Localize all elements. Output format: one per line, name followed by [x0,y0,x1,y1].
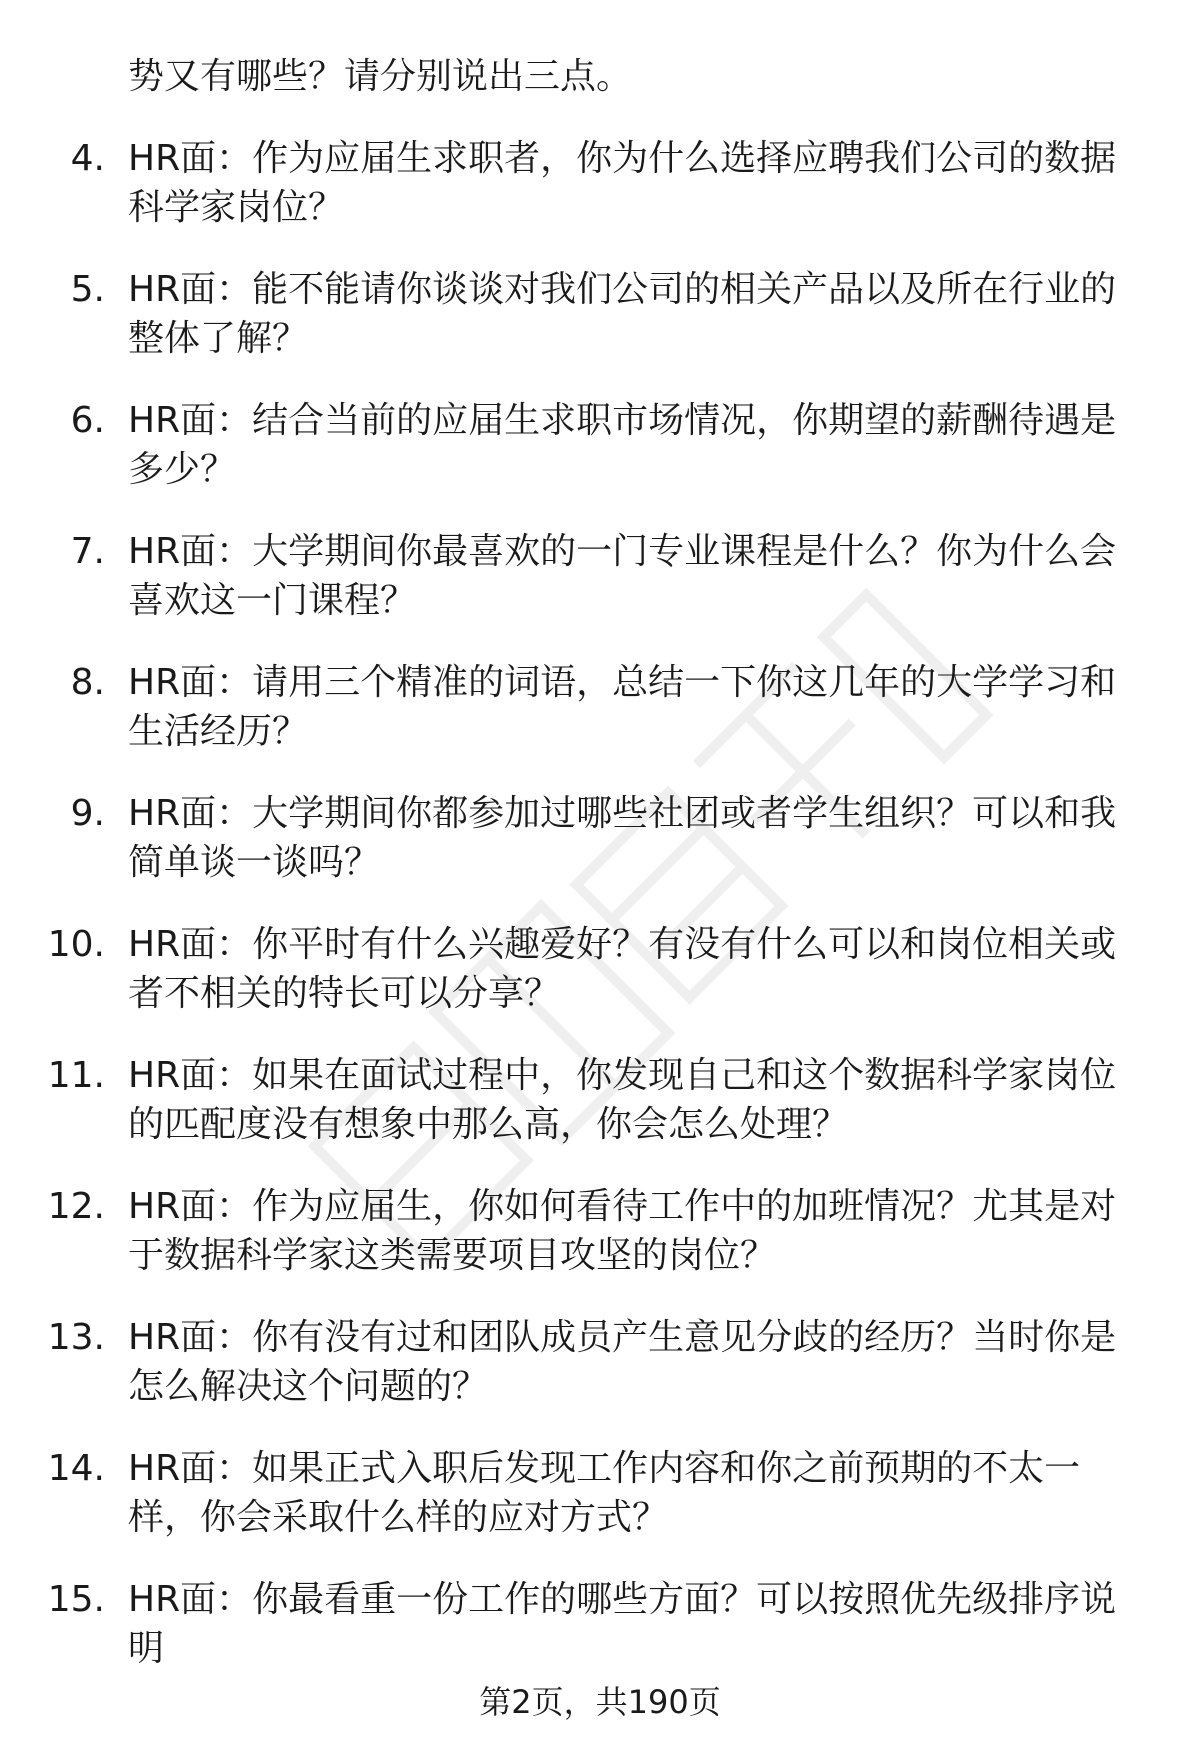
item-number: 7. [70,531,105,572]
item-number: 5. [70,269,105,310]
item-text: HR面：如果正式入职后发现工作内容和你之前预期的不太一样，你会采取什么样的应对方式？ [128,1448,1081,1538]
list-item [0,1182,1200,1280]
page-footer: 第2页，共190页 [479,1683,721,1721]
list-item [0,527,1200,625]
question-list [0,52,1200,1706]
item-number: 4. [70,138,105,179]
item-text: HR面：你平时有什么兴趣爱好？有没有什么可以和岗位相关或者不相关的特长可以分享？ [128,924,1117,1014]
list-item [0,789,1200,887]
continuation-text: 势又有哪些？请分别说出三点。 [128,56,633,97]
item-text: HR面：大学期间你都参加过哪些社团或者学生组织？可以和我简单谈一谈吗？ [128,793,1117,883]
item-number: 8. [70,662,105,703]
item-number: 9. [70,793,105,834]
item-number: 15. [47,1579,105,1620]
item-number: 14. [47,1448,105,1489]
list-item [0,1444,1200,1542]
item-text: HR面：你最看重一份工作的哪些方面？可以按照优先级排序说明 [128,1579,1117,1669]
list-item [0,658,1200,756]
item-number: 13. [47,1317,105,1358]
list-item [0,134,1200,232]
item-text: HR面：能不能请你谈谈对我们公司的相关产品以及所在行业的整体了解？ [128,269,1117,359]
list-item [0,920,1200,1018]
item-text: HR面：请用三个精准的词语，总结一下你这几年的大学学习和生活经历？ [128,662,1117,752]
item-text: HR面：如果在面试过程中，你发现自己和这个数据科学家岗位的匹配度没有想象中那么高，你会怎么处理？ [128,1055,1117,1145]
item-number: 10. [47,924,105,965]
item-text: HR面：大学期间你最喜欢的一门专业课程是什么？你为什么会喜欢这一门课程？ [128,531,1117,621]
list-item [0,1575,1200,1673]
item-number: 12. [47,1186,105,1227]
list-item [0,396,1200,494]
item-number: 6. [70,400,105,441]
item-text: HR面：结合当前的应届生求职市场情况，你期望的薪酬待遇是多少？ [128,400,1117,490]
item-text: HR面：你有没有过和团队成员产生意见分歧的经历？当时你是怎么解决这个问题的？ [128,1317,1117,1407]
item-text: HR面：作为应届生求职者，你为什么选择应聘我们公司的数据科学家岗位？ [128,138,1117,228]
item-text: HR面：作为应届生，你如何看待工作中的加班情况？尤其是对于数据科学家这类需要项目攻坚的岗位？ [128,1186,1117,1276]
item-number: 11. [47,1055,105,1096]
list-item [0,1051,1200,1149]
list-item [0,265,1200,363]
list-item [0,1313,1200,1411]
